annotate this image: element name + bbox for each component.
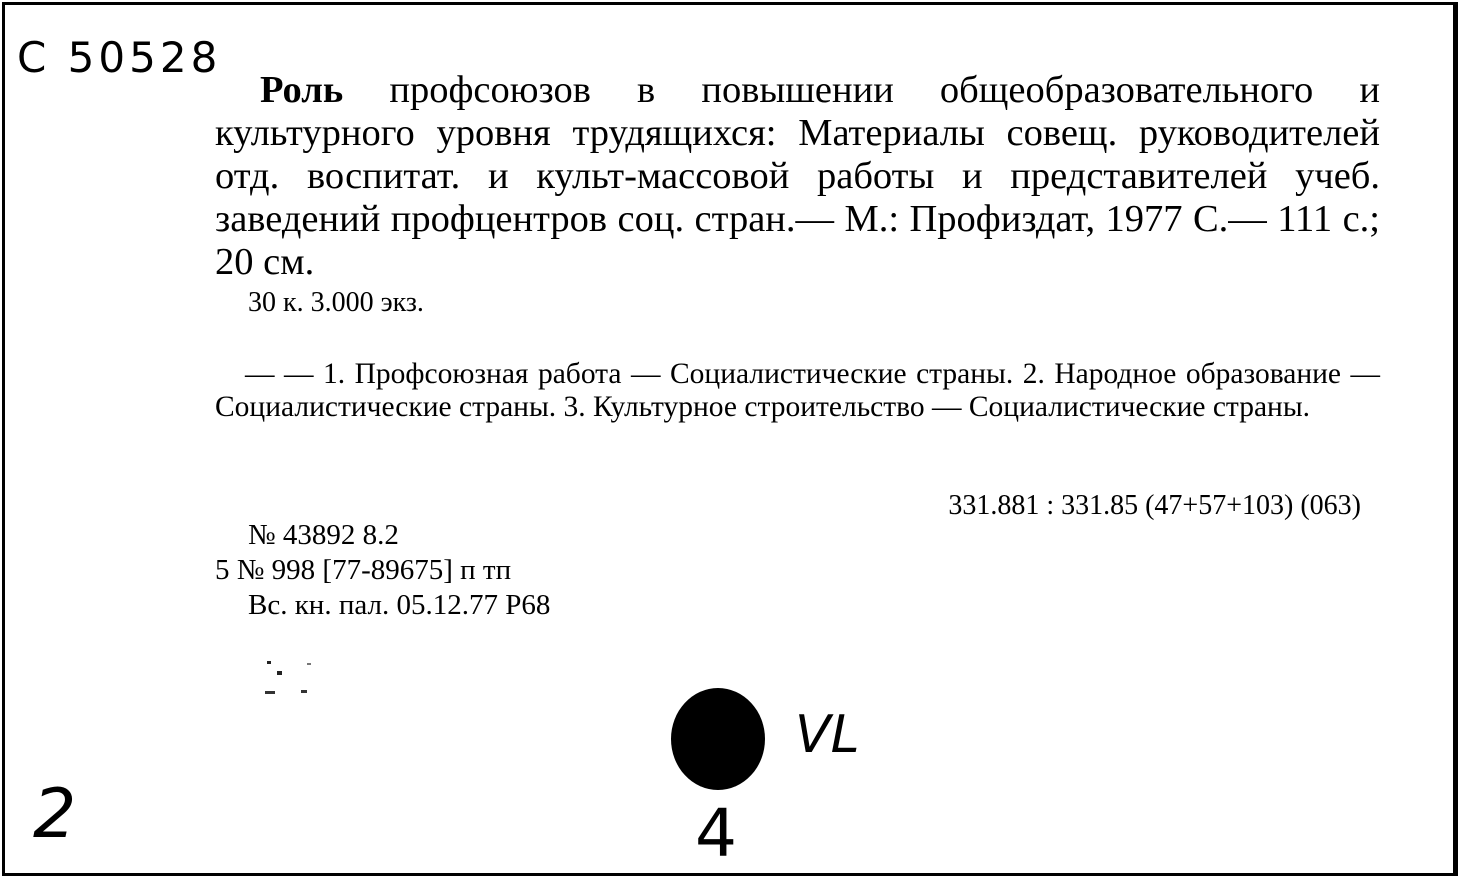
catalog-card bbox=[2, 2, 1458, 876]
registration-line-2: 5 № 998 [77-89675] п тп bbox=[215, 554, 512, 586]
price-and-print-run: 30 к. 3.000 экз. bbox=[248, 287, 424, 318]
handwritten-mark-2: 2 bbox=[33, 775, 77, 854]
scan-specks bbox=[263, 657, 323, 707]
title-lead-word: Роль bbox=[260, 69, 344, 111]
registration-line-1: № 43892 8.2 bbox=[248, 519, 399, 551]
handwritten-mark-vl: VL bbox=[795, 705, 860, 765]
bibliographic-description bbox=[215, 69, 1380, 284]
udc-classification: 331.881 : 331.85 (47+57+103) (063) bbox=[948, 490, 1361, 521]
title-text: профсоюзов в повышении общеобразовательного и культурного уровня трудящихся: Материалы совещ. руководителей отд. воспитат. и культ-массовой работы и представителей учеб. заведений профцентров соц. стран.— М.: Профиздат, 1977 С.— 111 с.; 20 см. bbox=[215, 69, 1380, 283]
handwritten-mark-4: 4 bbox=[695, 795, 737, 872]
registration-line-3: Вс. кн. пал. 05.12.77 Р68 bbox=[248, 589, 551, 621]
call-number: С 50528 bbox=[17, 33, 222, 82]
punch-hole-dot bbox=[671, 688, 765, 790]
subject-headings: — — 1. Профсоюзная работа — Социалистические страны. 2. Народное образование — Социалистические страны. 3. Культурное строительство — Социалистические страны. bbox=[215, 358, 1380, 423]
